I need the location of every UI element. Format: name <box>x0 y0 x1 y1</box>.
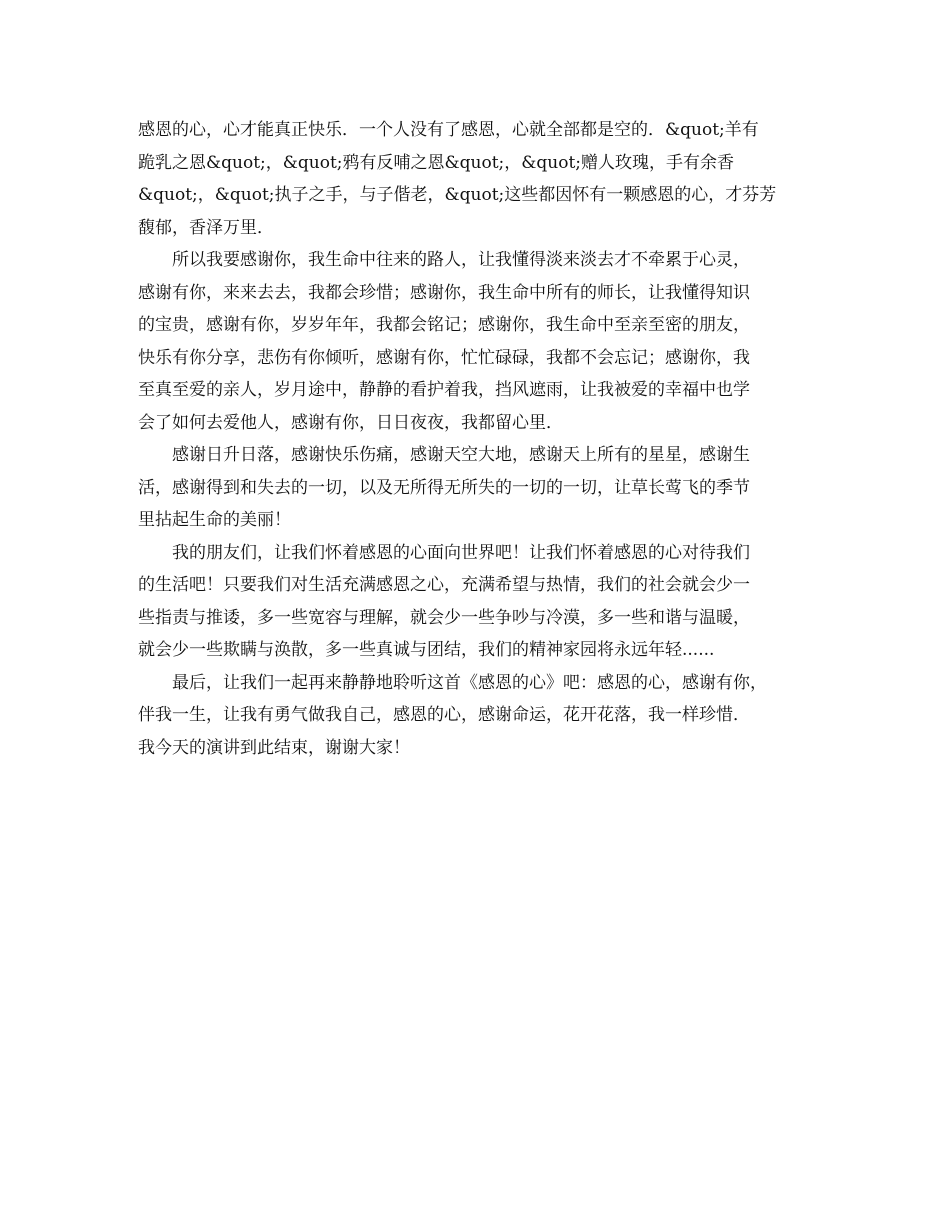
text-line: 的宝贵，感谢有你，岁岁年年，我都会铭记；感谢你，我生命中至亲至密的朋友， <box>138 315 750 335</box>
text-line: 伴我一生，让我有勇气做我自己，感恩的心，感谢命运，花开花落，我一样珍惜． <box>138 705 750 725</box>
text-line: 感谢日升日落，感谢快乐伤痛，感谢天空大地，感谢天上所有的星星，感谢生 <box>172 445 750 465</box>
text-line: 我今天的演讲到此结束，谢谢大家！ <box>138 737 410 758</box>
text-line: 至真至爱的亲人，岁月途中，静静的看护着我，挡风遮雨，让我被爱的幸福中也学 <box>138 380 750 400</box>
paragraph <box>138 114 828 244</box>
text-line: 所以我要感谢你，我生命中往来的路人，让我懂得淡来淡去才不牵累于心灵， <box>172 250 750 270</box>
text-line: 最后，让我们一起再来静静地聆听这首《感恩的心》吧：感恩的心，感谢有你， <box>172 672 767 693</box>
text-line: 跪乳之恩&quot;，&quot;鸦有反哺之恩&quot;，&quot;赠人玫瑰，手有余香 <box>138 152 735 173</box>
text-line: 些指责与推诿，多一些宽容与理解，就会少一些争吵与冷漠，多一些和谐与温暖， <box>138 607 750 628</box>
paragraph <box>138 667 828 765</box>
paragraph <box>138 439 828 537</box>
text-line: 会了如何去爱他人，感谢有你，日日夜夜，我都留心里． <box>138 412 563 433</box>
text-line: &quot;，&quot;执子之手，与子偕老，&quot;这些都因怀有一颗感恩的心，才芬芳 <box>138 185 777 205</box>
text-line: 活，感谢得到和失去的一切，以及无所得无所失的一切的一切，让草长莺飞的季节 <box>138 477 750 498</box>
paragraph <box>138 537 828 667</box>
text-line: 馥郁，香泽万里． <box>138 217 274 238</box>
text-line: 我的朋友们，让我们怀着感恩的心面向世界吧！让我们怀着感恩的心对待我们 <box>172 542 750 563</box>
text-line: 里拈起生命的美丽！ <box>138 510 291 530</box>
text-line: 就会少一些欺瞒与涣散，多一些真诚与团结，我们的精神家园将永远年轻...... <box>138 640 715 660</box>
text-line: 感恩的心，心才能真正快乐．一个人没有了感恩，心就全部都是空的．&quot;羊有 <box>138 120 759 140</box>
document-body <box>138 114 828 764</box>
text-line: 的生活吧！只要我们对生活充满感恩之心，充满希望与热情，我们的社会就会少一 <box>138 575 750 595</box>
paragraph <box>138 244 828 439</box>
text-line: 快乐有你分享，悲伤有你倾听，感谢有你，忙忙碌碌，我都不会忘记；感谢你，我 <box>138 347 750 368</box>
text-line: 感谢有你，来来去去，我都会珍惜；感谢你，我生命中所有的师长，让我懂得知识 <box>138 282 750 303</box>
